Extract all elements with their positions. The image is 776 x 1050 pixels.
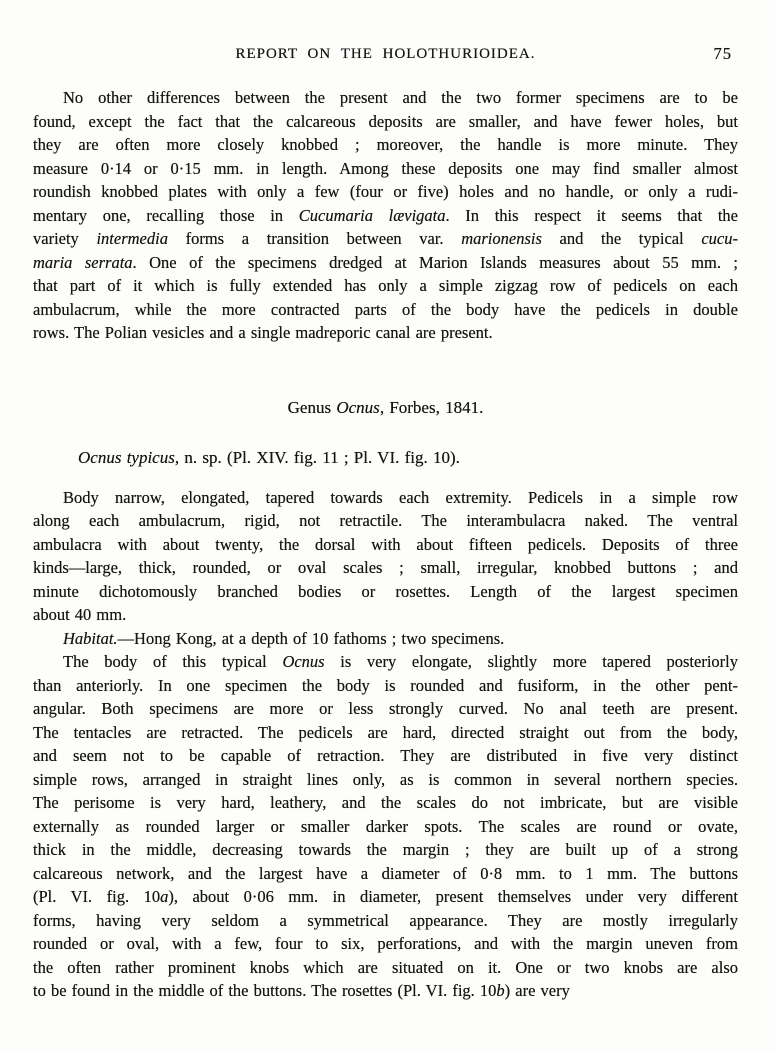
text-segment: found, except the fact that the calcareous deposits are smaller, and have fewer holes, but bbox=[33, 111, 738, 131]
text-line bbox=[33, 697, 738, 721]
text-segment: . In this respect it seems that the bbox=[445, 205, 738, 225]
text-line bbox=[33, 862, 738, 886]
text-line bbox=[33, 815, 738, 839]
text-line bbox=[33, 838, 738, 862]
page-body bbox=[33, 86, 738, 1003]
text-line bbox=[33, 204, 738, 228]
italic-text: Ocnus bbox=[336, 397, 380, 417]
italic-text: Habitat. bbox=[63, 628, 118, 648]
text-line bbox=[33, 321, 738, 345]
text-segment: and the typical bbox=[541, 229, 702, 248]
italic-text: Ocnus bbox=[282, 652, 325, 671]
text-line bbox=[33, 627, 738, 651]
species-line bbox=[33, 446, 738, 470]
text-segment: (Pl. VI. fig. 10 bbox=[33, 887, 161, 906]
text-line bbox=[33, 979, 738, 1003]
text-segment: to be found in the middle of the buttons. The rosettes (Pl. VI. fig. 10 bbox=[33, 981, 497, 1000]
text-segment: than anteriorly. In one specimen the body is rounded and fusiform, in the other pent- bbox=[33, 675, 738, 695]
text-segment: variety bbox=[33, 229, 97, 248]
text-segment: the often rather prominent knobs which are situated on it. One or two knobs are also bbox=[33, 957, 738, 977]
text-line bbox=[33, 932, 738, 956]
text-line bbox=[33, 721, 738, 745]
text-segment: calcareous network, and the largest have a diameter of 0·8 mm. to 1 mm. The buttons bbox=[33, 863, 738, 883]
italic-text: marionensis bbox=[461, 229, 542, 248]
text-segment: they are often more closely knobbed ; moreover, the handle is more minute. They bbox=[33, 135, 738, 154]
text-line bbox=[33, 580, 738, 604]
text-line bbox=[33, 556, 738, 580]
text-segment: ), about 0·06 mm. in diameter, present themselves under very different bbox=[168, 887, 738, 906]
para-intro bbox=[33, 86, 738, 345]
text-line bbox=[33, 251, 738, 275]
italic-text: b bbox=[496, 981, 505, 1000]
text-line bbox=[33, 446, 738, 470]
italic-text: a bbox=[160, 887, 169, 906]
text-line bbox=[33, 909, 738, 933]
page-number: 75 bbox=[713, 44, 732, 63]
genus-heading bbox=[33, 396, 738, 420]
text-line bbox=[33, 396, 738, 420]
text-segment: ambulacrum, while the more contracted parts of the body have the pedicels in double bbox=[33, 299, 738, 319]
text-segment: angular. Both specimens are more or less strongly curved. No anal teeth are present. bbox=[33, 699, 738, 718]
text-segment: ) are very bbox=[504, 981, 570, 1000]
text-segment: The perisome is very hard, leathery, and the scales do not imbricate, but are visible bbox=[33, 793, 738, 812]
text-segment: forms, having very seldom a symmetrical appearance. They are mostly irregularly bbox=[33, 910, 738, 930]
text-segment: measure 0·14 or 0·15 mm. in length. Among these deposits one may find smaller almost bbox=[33, 158, 738, 178]
text-line bbox=[33, 674, 738, 698]
para-description bbox=[33, 486, 738, 627]
italic-text: Cucumaria lævigata bbox=[298, 205, 446, 225]
text-segment: roundish knobbed plates with only a few (four or five) holes and no handle, or only a rudi- bbox=[33, 182, 738, 201]
running-head-title: REPORT ON THE HOLOTHURIOIDEA. bbox=[235, 46, 536, 62]
text-segment: , Forbes, 1841. bbox=[379, 397, 484, 417]
text-segment: rounded or oval, with a few, four to six, perforations, and with the margin uneven from bbox=[33, 934, 738, 953]
text-segment: , n. sp. (Pl. XIV. fig. 11 ; Pl. VI. fig. 10). bbox=[174, 448, 460, 467]
text-line bbox=[33, 603, 738, 627]
text-line bbox=[33, 533, 738, 557]
text-line bbox=[33, 133, 738, 157]
text-line bbox=[33, 298, 738, 322]
text-segment: thick in the middle, decreasing towards the margin ; they are built up of a strong bbox=[33, 840, 738, 859]
text-segment: The body of this typical bbox=[63, 652, 283, 671]
text-segment: mentary one, recalling those in bbox=[33, 205, 299, 225]
text-segment: externally as rounded larger or smaller darker spots. The scales are round or ovate, bbox=[33, 816, 738, 836]
text-line bbox=[33, 650, 738, 674]
italic-text: cucu- bbox=[701, 229, 738, 248]
text-segment: and seem not to be capable of retraction. They are distributed in five very distinct bbox=[33, 746, 738, 765]
italic-text: maria serrata bbox=[33, 252, 133, 272]
text-segment: . One of the specimens dredged at Marion Islands measures about 55 mm. ; bbox=[132, 252, 738, 272]
text-segment: Body narrow, elongated, tapered towards each extremity. Pedicels in a simple row bbox=[63, 487, 738, 507]
para-habitat bbox=[33, 627, 738, 651]
text-line bbox=[33, 509, 738, 533]
text-line bbox=[33, 157, 738, 181]
text-segment: that part of it which is fully extended has only a simple zigzag row of pedicels on each bbox=[33, 276, 738, 295]
text-segment: Genus bbox=[287, 397, 337, 417]
text-segment: simple rows, arranged in straight lines only, as is common in several northern species. bbox=[33, 769, 738, 789]
text-line bbox=[33, 110, 738, 134]
text-segment: forms a transition between var. bbox=[167, 229, 462, 248]
text-segment: kinds—large, thick, rounded, or oval scales ; small, irregular, knobbed buttons ; and bbox=[33, 558, 738, 577]
text-line bbox=[33, 956, 738, 980]
text-line bbox=[33, 885, 738, 909]
text-segment: about 40 mm. bbox=[33, 605, 127, 624]
text-segment: The tentacles are retracted. The pedicels are hard, directed straight out from the body, bbox=[33, 722, 738, 742]
text-segment: —Hong Kong, at a depth of 10 fathoms ; two specimens. bbox=[117, 628, 505, 648]
text-segment: is very elongate, slightly more tapered posteriorly bbox=[324, 652, 738, 671]
text-segment: along each ambulacrum, rigid, not retractile. The interambulacra naked. The ventral bbox=[33, 511, 738, 530]
text-line bbox=[33, 274, 738, 298]
text-segment: ambulacra with about twenty, the dorsal with about fifteen pedicels. Deposits of three bbox=[33, 534, 738, 554]
running-head bbox=[33, 44, 738, 64]
italic-text: intermedia bbox=[96, 229, 168, 248]
text-line bbox=[33, 744, 738, 768]
text-line bbox=[33, 180, 738, 204]
text-segment: No other differences between the present and the two former specimens are to be bbox=[63, 88, 738, 107]
text-segment: rows. The Polian vesicles and a single madreporic canal are present. bbox=[33, 323, 493, 342]
text-line bbox=[33, 768, 738, 792]
text-line bbox=[33, 486, 738, 510]
text-line bbox=[33, 791, 738, 815]
text-line bbox=[33, 227, 738, 251]
text-segment: minute dichotomously branched bodies or rosettes. Length of the largest specimen bbox=[33, 581, 738, 601]
para-body-detail bbox=[33, 650, 738, 1003]
italic-text: Ocnus typicus bbox=[78, 448, 175, 467]
text-line bbox=[33, 86, 738, 110]
